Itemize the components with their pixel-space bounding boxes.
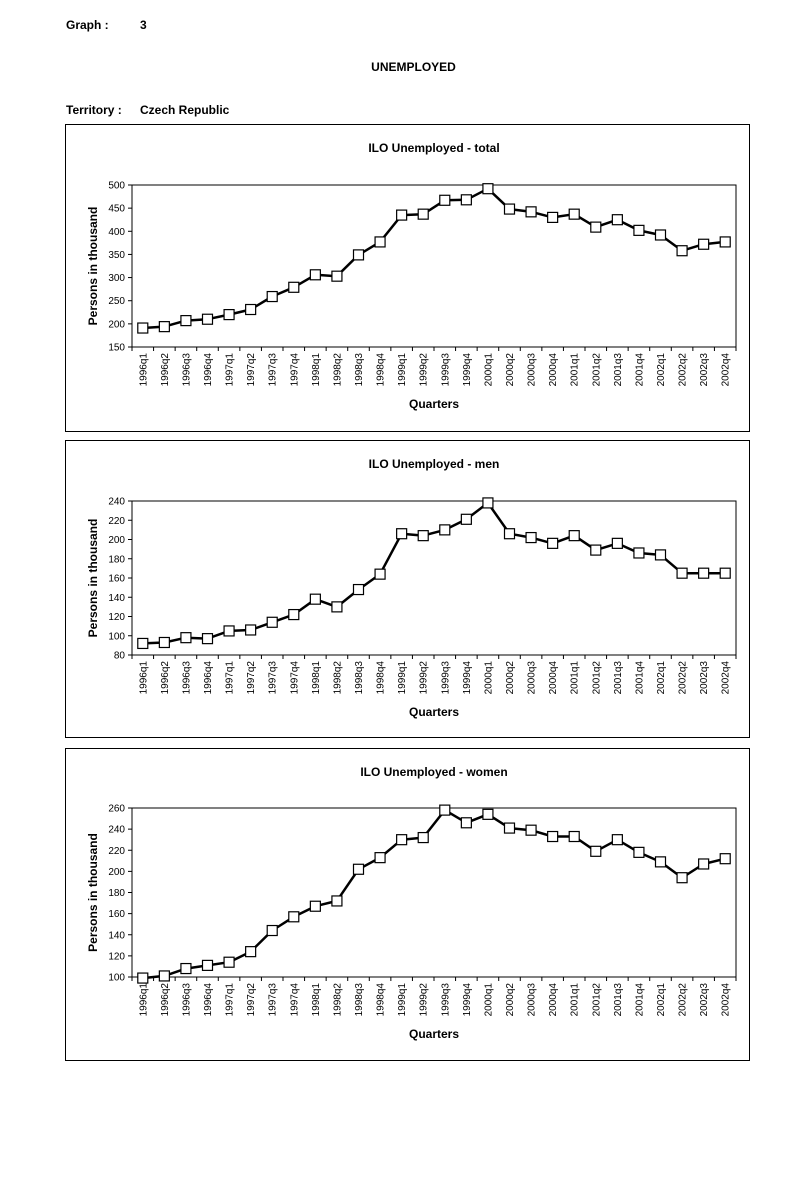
series-line	[143, 503, 725, 644]
x-tick-label: 1999q4	[461, 661, 473, 695]
x-axis-label: Quarters	[408, 397, 460, 411]
data-point	[138, 973, 148, 983]
series-line	[143, 810, 725, 978]
chart-panel-men	[65, 440, 750, 738]
data-point	[354, 864, 364, 874]
y-tick-label: 100	[108, 972, 125, 984]
y-tick-label: 200	[108, 866, 125, 878]
chart-total	[66, 125, 749, 431]
x-tick-label: 2001q1	[569, 353, 581, 387]
x-tick-label: 2001q3	[612, 983, 624, 1017]
y-tick-label: 220	[108, 845, 125, 857]
data-point	[526, 533, 536, 543]
data-point	[634, 548, 644, 558]
data-point	[203, 960, 213, 970]
data-point	[656, 857, 666, 867]
data-point	[159, 971, 169, 981]
y-tick-label: 450	[108, 203, 125, 215]
x-tick-label: 2002q4	[720, 661, 732, 695]
data-point	[267, 292, 277, 302]
x-tick-label: 1998q4	[375, 353, 387, 387]
chart-title: ILO Unemployed - men	[368, 457, 500, 471]
x-tick-label: 2001q3	[612, 353, 624, 387]
x-tick-label: 1999q1	[397, 983, 409, 1017]
y-axis-label: Persons in thousand	[86, 518, 100, 638]
x-tick-label: 1996q4	[203, 983, 214, 1017]
x-tick-label: 1996q3	[181, 983, 193, 1017]
x-tick-label: 2000q3	[526, 983, 538, 1017]
x-tick-label: 1998q2	[332, 983, 344, 1017]
data-point	[699, 568, 709, 578]
data-point	[612, 835, 622, 845]
data-point	[289, 912, 299, 922]
x-tick-label: 2001q4	[634, 983, 646, 1017]
data-point	[203, 314, 213, 324]
data-point	[699, 859, 709, 869]
data-point	[677, 873, 687, 883]
x-tick-label: 2000q1	[483, 983, 495, 1017]
data-point	[720, 854, 730, 864]
data-point	[397, 835, 407, 845]
x-tick-label: 2000q2	[505, 661, 516, 695]
x-axis-label: Quarters	[408, 705, 460, 719]
x-tick-label: 1997q4	[289, 353, 301, 387]
data-point	[267, 617, 277, 627]
x-tick-label: 2002q2	[677, 353, 689, 387]
data-point	[310, 270, 320, 280]
data-point	[246, 625, 256, 635]
data-point	[505, 529, 515, 539]
x-tick-label: 2000q4	[548, 661, 560, 695]
y-tick-label: 120	[108, 612, 125, 623]
x-tick-label: 2000q1	[483, 661, 495, 695]
x-tick-label: 2000q3	[526, 661, 538, 695]
data-point	[548, 212, 558, 222]
data-point	[397, 529, 407, 539]
x-tick-label: 1999q2	[418, 353, 430, 387]
data-point	[612, 538, 622, 548]
data-point	[159, 322, 169, 332]
data-point	[375, 853, 385, 863]
data-point	[677, 246, 687, 256]
data-point	[440, 195, 450, 205]
x-tick-label: 1998q1	[310, 983, 322, 1017]
x-tick-label: 1999q4	[461, 983, 473, 1017]
x-tick-label: 1999q1	[397, 661, 409, 695]
data-point	[440, 805, 450, 815]
data-point	[548, 832, 558, 842]
y-tick-label: 300	[108, 273, 125, 285]
data-point	[548, 538, 558, 548]
x-tick-label: 1997q3	[267, 983, 279, 1017]
chart-panel-total	[65, 124, 750, 432]
x-tick-label: 1997q2	[246, 983, 258, 1017]
y-tick-label: 200	[108, 535, 125, 546]
x-tick-label: 2000q4	[548, 352, 560, 387]
x-tick-label: 1998q1	[310, 353, 322, 387]
data-point	[203, 634, 213, 644]
x-tick-label: 1997q4	[289, 983, 301, 1017]
x-tick-label: 1998q3	[354, 353, 365, 387]
series-line	[143, 189, 725, 328]
y-tick-label: 260	[108, 803, 125, 815]
data-point	[612, 215, 622, 225]
y-tick-label: 240	[108, 824, 125, 836]
chart-panel-women	[65, 748, 750, 1061]
x-tick-label: 1997q2	[246, 353, 258, 387]
x-tick-label: 1996q3	[181, 353, 193, 387]
data-point	[591, 545, 601, 555]
x-tick-label: 1997q1	[224, 661, 236, 695]
x-tick-label: 2002q2	[677, 983, 689, 1017]
x-tick-label: 2001q4	[634, 353, 646, 387]
x-tick-label: 1996q4	[203, 353, 214, 387]
x-tick-label: 1998q4	[375, 661, 387, 695]
y-axis-label: Persons in thousand	[86, 833, 100, 952]
data-point	[138, 638, 148, 648]
x-tick-label: 1999q3	[440, 661, 452, 695]
chart-title: ILO Unemployed - women	[360, 765, 508, 779]
data-point	[569, 531, 579, 541]
x-tick-label: 2000q4	[548, 983, 560, 1017]
y-tick-label: 160	[108, 909, 125, 921]
x-tick-label: 1999q3	[440, 983, 452, 1017]
y-tick-label: 140	[108, 930, 125, 942]
data-point	[699, 239, 709, 249]
x-tick-label: 2002q3	[699, 983, 711, 1017]
data-point	[310, 594, 320, 604]
x-tick-label: 1998q2	[332, 353, 344, 387]
data-point	[159, 637, 169, 647]
x-tick-label: 1996q2	[159, 983, 171, 1017]
x-tick-label: 1997q3	[267, 353, 279, 387]
x-tick-label: 2002q4	[720, 983, 732, 1017]
data-point	[656, 230, 666, 240]
x-tick-label: 1999q2	[418, 661, 430, 695]
data-point	[483, 184, 493, 194]
data-point	[418, 209, 428, 219]
data-point	[181, 633, 191, 643]
chart-men	[66, 441, 749, 737]
x-tick-label: 2000q1	[483, 353, 495, 387]
x-tick-label: 1996q1	[138, 661, 150, 695]
data-point	[332, 271, 342, 281]
x-tick-label: 1999q3	[440, 353, 452, 387]
x-tick-label: 1998q1	[310, 661, 322, 695]
y-tick-label: 140	[108, 592, 125, 604]
x-tick-label: 2002q1	[656, 661, 667, 695]
x-tick-label: 2001q2	[591, 661, 603, 695]
y-tick-label: 200	[108, 319, 125, 331]
data-point	[461, 195, 471, 205]
data-point	[267, 926, 277, 936]
data-point	[461, 514, 471, 524]
x-tick-label: 1998q4	[375, 983, 387, 1017]
x-tick-label: 1996q1	[138, 983, 150, 1017]
data-point	[375, 569, 385, 579]
x-tick-label: 2000q3	[526, 353, 538, 387]
x-tick-label: 1996q2	[159, 353, 171, 387]
data-point	[181, 316, 191, 326]
y-tick-label: 400	[108, 226, 125, 238]
x-tick-label: 2000q2	[505, 983, 516, 1017]
territory-label: Territory :	[66, 103, 122, 117]
plot-area	[132, 808, 736, 977]
data-point	[483, 809, 493, 819]
y-tick-label: 250	[108, 296, 125, 308]
graph-number: 3	[140, 18, 147, 32]
x-tick-label: 1996q1	[138, 353, 150, 387]
x-tick-label: 1997q2	[246, 661, 258, 695]
x-tick-label: 2002q4	[720, 353, 732, 387]
x-tick-label: 1999q4	[461, 353, 473, 387]
x-tick-label: 1997q1	[224, 983, 236, 1017]
data-point	[246, 947, 256, 957]
x-tick-label: 1998q2	[332, 661, 344, 695]
data-point	[526, 207, 536, 217]
data-point	[418, 833, 428, 843]
x-tick-label: 1999q1	[397, 353, 409, 387]
data-point	[505, 823, 515, 833]
x-tick-label: 2000q2	[505, 353, 516, 387]
graph-label: Graph :	[66, 18, 109, 32]
y-tick-label: 180	[108, 888, 125, 899]
data-point	[332, 602, 342, 612]
y-tick-label: 120	[108, 951, 125, 963]
y-tick-label: 160	[108, 573, 125, 585]
data-point	[310, 901, 320, 911]
y-tick-label: 220	[108, 515, 125, 527]
territory-value: Czech Republic	[140, 103, 230, 117]
y-tick-label: 180	[108, 554, 125, 566]
data-point	[354, 585, 364, 595]
data-point	[634, 847, 644, 857]
data-point	[656, 550, 666, 560]
chart-women	[66, 749, 749, 1060]
data-point	[634, 225, 644, 235]
chart-title: ILO Unemployed - total	[368, 141, 500, 155]
y-tick-label: 150	[108, 342, 125, 354]
x-tick-label: 2002q1	[656, 983, 667, 1017]
data-point	[397, 210, 407, 220]
x-tick-label: 2002q3	[699, 661, 711, 695]
x-tick-label: 2001q2	[591, 983, 603, 1017]
data-point	[505, 204, 515, 214]
data-point	[591, 222, 601, 232]
x-tick-label: 1998q3	[354, 661, 365, 695]
y-tick-label: 500	[108, 180, 125, 192]
y-tick-label: 350	[108, 249, 125, 261]
x-tick-label: 1997q4	[289, 661, 301, 695]
x-tick-label: 1996q3	[181, 661, 193, 695]
data-point	[461, 818, 471, 828]
data-point	[289, 282, 299, 292]
x-axis-label: Quarters	[408, 1027, 460, 1041]
x-tick-label: 2001q4	[634, 661, 646, 695]
data-point	[418, 531, 428, 541]
data-point	[483, 498, 493, 508]
plot-area	[132, 185, 736, 347]
y-tick-label: 80	[113, 650, 125, 662]
data-point	[181, 964, 191, 974]
y-tick-label: 100	[108, 631, 125, 643]
x-tick-label: 2002q1	[656, 353, 667, 387]
x-tick-label: 1998q3	[354, 983, 365, 1017]
x-tick-label: 2001q1	[569, 983, 581, 1017]
data-point	[720, 568, 730, 578]
data-point	[440, 525, 450, 535]
x-tick-label: 1999q2	[418, 983, 430, 1017]
data-point	[677, 568, 687, 578]
data-point	[246, 305, 256, 315]
data-point	[289, 610, 299, 620]
x-tick-label: 2001q2	[591, 353, 603, 387]
x-tick-label: 1997q1	[224, 353, 236, 387]
x-tick-label: 2002q2	[677, 661, 689, 695]
x-tick-label: 2001q1	[569, 661, 581, 695]
x-tick-label: 2001q3	[612, 661, 624, 695]
data-point	[138, 323, 148, 333]
data-point	[354, 250, 364, 260]
page-title: UNEMPLOYED	[371, 60, 456, 74]
x-tick-label: 1996q2	[159, 661, 171, 695]
y-axis-label: Persons in thousand	[86, 206, 100, 326]
data-point	[569, 832, 579, 842]
x-tick-label: 1996q4	[203, 661, 214, 695]
data-point	[224, 626, 234, 636]
data-point	[224, 310, 234, 320]
x-tick-label: 2002q3	[699, 353, 711, 387]
data-point	[375, 237, 385, 247]
data-point	[569, 209, 579, 219]
data-point	[591, 846, 601, 856]
data-point	[720, 237, 730, 247]
data-point	[332, 896, 342, 906]
y-tick-label: 240	[108, 496, 125, 508]
data-point	[224, 957, 234, 967]
x-tick-label: 1997q3	[267, 661, 279, 695]
data-point	[526, 825, 536, 835]
